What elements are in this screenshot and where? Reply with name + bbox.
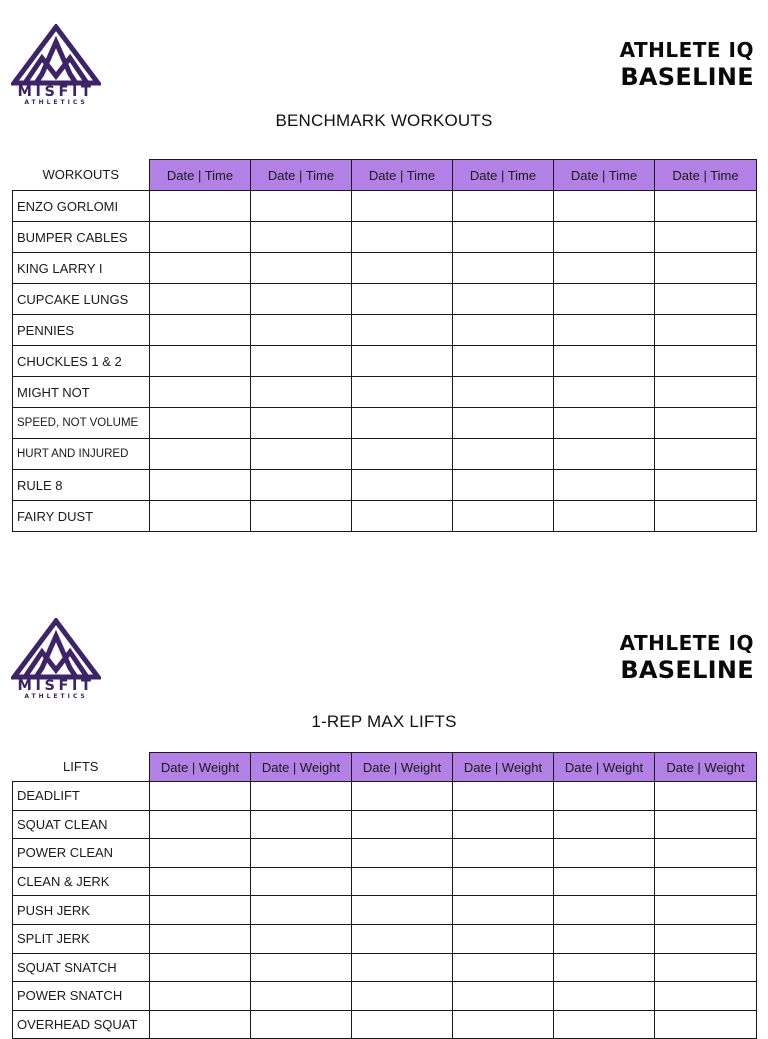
row-label: PENNIES xyxy=(13,315,150,346)
row-label: HURT AND INJURED xyxy=(13,439,150,470)
row-label: SQUAT CLEAN xyxy=(13,810,150,839)
entry-cell[interactable] xyxy=(554,377,655,408)
entry-cell[interactable] xyxy=(251,782,352,811)
table-row xyxy=(13,839,757,868)
entry-cell[interactable] xyxy=(453,953,554,982)
misfit-logo xyxy=(11,618,101,703)
title-line-2: BASELINE xyxy=(620,63,754,91)
entry-cell[interactable] xyxy=(453,782,554,811)
row-label: FAIRY DUST xyxy=(13,501,150,532)
row-label: BUMPER CABLES xyxy=(13,222,150,253)
row-label: POWER SNATCH xyxy=(13,982,150,1011)
column-header-date-time: Date | Time xyxy=(352,160,453,191)
entry-cell[interactable] xyxy=(150,222,251,253)
brand-name: MISFIT xyxy=(17,678,95,694)
entry-cell[interactable] xyxy=(352,377,453,408)
entry-cell[interactable] xyxy=(453,408,554,439)
row-label: SPEED, NOT VOLUME xyxy=(13,408,150,439)
entry-cell[interactable] xyxy=(554,982,655,1011)
title-line-2: BASELINE xyxy=(620,656,754,684)
table-row xyxy=(13,408,757,439)
entry-cell[interactable] xyxy=(655,470,757,501)
entry-cell[interactable] xyxy=(453,982,554,1011)
entry-cell[interactable] xyxy=(150,253,251,284)
entry-cell[interactable] xyxy=(554,470,655,501)
row-label: SPLIT JERK xyxy=(13,924,150,953)
entry-cell[interactable] xyxy=(352,222,453,253)
entry-cell[interactable] xyxy=(251,284,352,315)
table-row xyxy=(13,1010,757,1039)
entry-cell[interactable] xyxy=(453,1010,554,1039)
entry-cell[interactable] xyxy=(150,953,251,982)
entry-cell[interactable] xyxy=(251,470,352,501)
entry-cell[interactable] xyxy=(352,953,453,982)
row-label: CHUCKLES 1 & 2 xyxy=(13,346,150,377)
entry-cell[interactable] xyxy=(150,470,251,501)
entry-cell[interactable] xyxy=(150,1010,251,1039)
entry-cell[interactable] xyxy=(453,315,554,346)
lifts-section xyxy=(0,560,768,1033)
entry-cell[interactable] xyxy=(150,439,251,470)
column-header-date-weight: Date | Weight xyxy=(655,753,757,782)
column-header-date-weight: Date | Weight xyxy=(150,753,251,782)
mountain-logo-icon xyxy=(11,24,101,86)
entry-cell[interactable] xyxy=(655,501,757,532)
entry-cell[interactable] xyxy=(655,953,757,982)
title-line-1: ATHLETE IQ xyxy=(619,38,754,62)
entry-cell[interactable] xyxy=(251,439,352,470)
row-label: MIGHT NOT xyxy=(13,377,150,408)
lifts-table xyxy=(12,752,757,1039)
row-label: CLEAN & JERK xyxy=(13,867,150,896)
column-header-date-time: Date | Time xyxy=(655,160,757,191)
column-header-date-time: Date | Time xyxy=(150,160,251,191)
entry-cell[interactable] xyxy=(251,982,352,1011)
row-label: SQUAT SNATCH xyxy=(13,953,150,982)
entry-cell[interactable] xyxy=(453,253,554,284)
entry-cell[interactable] xyxy=(352,501,453,532)
entry-cell[interactable] xyxy=(554,284,655,315)
entry-cell[interactable] xyxy=(655,253,757,284)
entry-cell[interactable] xyxy=(352,284,453,315)
entry-cell[interactable] xyxy=(453,896,554,925)
table-row xyxy=(13,377,757,408)
table-row xyxy=(13,782,757,811)
entry-cell[interactable] xyxy=(655,191,757,222)
entry-cell[interactable] xyxy=(554,782,655,811)
entry-cell[interactable] xyxy=(352,315,453,346)
entry-cell[interactable] xyxy=(251,253,352,284)
title-line-1: ATHLETE IQ xyxy=(619,631,754,655)
entry-cell[interactable] xyxy=(150,924,251,953)
entry-cell[interactable] xyxy=(453,346,554,377)
table-row xyxy=(13,810,757,839)
entry-cell[interactable] xyxy=(453,222,554,253)
entry-cell[interactable] xyxy=(655,896,757,925)
table-row xyxy=(13,896,757,925)
entry-cell[interactable] xyxy=(655,439,757,470)
entry-cell[interactable] xyxy=(655,839,757,868)
table-row xyxy=(13,222,757,253)
entry-cell[interactable] xyxy=(453,810,554,839)
entry-cell[interactable] xyxy=(251,810,352,839)
entry-cell[interactable] xyxy=(655,408,757,439)
entry-cell[interactable] xyxy=(251,1010,352,1039)
entry-cell[interactable] xyxy=(554,191,655,222)
entry-cell[interactable] xyxy=(150,896,251,925)
entry-cell[interactable] xyxy=(251,953,352,982)
entry-cell[interactable] xyxy=(251,896,352,925)
entry-cell[interactable] xyxy=(655,810,757,839)
entry-cell[interactable] xyxy=(150,408,251,439)
entry-cell[interactable] xyxy=(352,439,453,470)
entry-cell[interactable] xyxy=(655,782,757,811)
entry-cell[interactable] xyxy=(655,377,757,408)
entry-cell[interactable] xyxy=(554,839,655,868)
table-row xyxy=(13,867,757,896)
entry-cell[interactable] xyxy=(554,439,655,470)
entry-cell[interactable] xyxy=(352,839,453,868)
section-heading: BENCHMARK WORKOUTS xyxy=(275,111,493,130)
row-label: PUSH JERK xyxy=(13,896,150,925)
entry-cell[interactable] xyxy=(352,1010,453,1039)
table-row xyxy=(13,470,757,501)
entry-cell[interactable] xyxy=(655,222,757,253)
entry-cell[interactable] xyxy=(655,315,757,346)
entry-cell[interactable] xyxy=(150,377,251,408)
section-heading: 1-REP MAX LIFTS xyxy=(311,712,457,731)
entry-cell[interactable] xyxy=(352,896,453,925)
column-header-date-weight: Date | Weight xyxy=(251,753,352,782)
entry-cell[interactable] xyxy=(251,315,352,346)
entry-cell[interactable] xyxy=(655,1010,757,1039)
row-label: ENZO GORLOMI xyxy=(13,191,150,222)
column-header-lifts: LIFTS xyxy=(13,753,150,782)
entry-cell[interactable] xyxy=(352,924,453,953)
table-row xyxy=(13,924,757,953)
entry-cell[interactable] xyxy=(453,191,554,222)
column-header-workouts: WORKOUTS xyxy=(13,160,150,191)
entry-cell[interactable] xyxy=(453,439,554,470)
table-row xyxy=(13,284,757,315)
row-label: KING LARRY I xyxy=(13,253,150,284)
table-row xyxy=(13,315,757,346)
page-title xyxy=(620,633,754,682)
entry-cell[interactable] xyxy=(655,924,757,953)
entry-cell[interactable] xyxy=(251,839,352,868)
row-label: CUPCAKE LUNGS xyxy=(13,284,150,315)
entry-cell[interactable] xyxy=(655,982,757,1011)
entry-cell[interactable] xyxy=(453,839,554,868)
entry-cell[interactable] xyxy=(352,191,453,222)
entry-cell[interactable] xyxy=(150,191,251,222)
entry-cell[interactable] xyxy=(554,501,655,532)
entry-cell[interactable] xyxy=(554,867,655,896)
entry-cell[interactable] xyxy=(251,222,352,253)
entry-cell[interactable] xyxy=(453,377,554,408)
entry-cell[interactable] xyxy=(655,346,757,377)
entry-cell[interactable] xyxy=(150,782,251,811)
entry-cell[interactable] xyxy=(251,501,352,532)
benchmark-table xyxy=(12,159,757,532)
entry-cell[interactable] xyxy=(352,470,453,501)
entry-cell[interactable] xyxy=(453,470,554,501)
entry-cell[interactable] xyxy=(251,346,352,377)
entry-cell[interactable] xyxy=(453,924,554,953)
entry-cell[interactable] xyxy=(554,896,655,925)
column-header-date-weight: Date | Weight xyxy=(453,753,554,782)
entry-cell[interactable] xyxy=(554,346,655,377)
row-label: RULE 8 xyxy=(13,470,150,501)
column-header-date-weight: Date | Weight xyxy=(352,753,453,782)
entry-cell[interactable] xyxy=(453,501,554,532)
entry-cell[interactable] xyxy=(150,982,251,1011)
entry-cell[interactable] xyxy=(150,315,251,346)
entry-cell[interactable] xyxy=(352,867,453,896)
row-label: OVERHEAD SQUAT xyxy=(13,1010,150,1039)
entry-cell[interactable] xyxy=(453,284,554,315)
entry-cell[interactable] xyxy=(554,924,655,953)
entry-cell[interactable] xyxy=(352,346,453,377)
entry-cell[interactable] xyxy=(150,810,251,839)
table-row xyxy=(13,501,757,532)
entry-cell[interactable] xyxy=(150,839,251,868)
entry-cell[interactable] xyxy=(251,924,352,953)
entry-cell[interactable] xyxy=(251,377,352,408)
entry-cell[interactable] xyxy=(251,867,352,896)
entry-cell[interactable] xyxy=(352,408,453,439)
row-label: DEADLIFT xyxy=(13,782,150,811)
mountain-logo-icon xyxy=(11,618,101,680)
brand-name: MISFIT xyxy=(17,84,95,100)
column-header-date-time: Date | Time xyxy=(554,160,655,191)
entry-cell[interactable] xyxy=(150,284,251,315)
row-label: POWER CLEAN xyxy=(13,839,150,868)
entry-cell[interactable] xyxy=(453,867,554,896)
entry-cell[interactable] xyxy=(150,867,251,896)
entry-cell[interactable] xyxy=(554,1010,655,1039)
entry-cell[interactable] xyxy=(251,408,352,439)
entry-cell[interactable] xyxy=(655,867,757,896)
entry-cell[interactable] xyxy=(554,810,655,839)
column-header-date-time: Date | Time xyxy=(453,160,554,191)
table-row xyxy=(13,191,757,222)
entry-cell[interactable] xyxy=(655,284,757,315)
table-row xyxy=(13,346,757,377)
brand-tagline: ATHLETICS xyxy=(24,693,88,700)
entry-cell[interactable] xyxy=(554,315,655,346)
table-row xyxy=(13,439,757,470)
table-row xyxy=(13,982,757,1011)
entry-cell[interactable] xyxy=(352,253,453,284)
entry-cell[interactable] xyxy=(150,501,251,532)
table-row xyxy=(13,953,757,982)
column-header-date-time: Date | Time xyxy=(251,160,352,191)
brand-tagline: ATHLETICS xyxy=(24,99,88,106)
table-row xyxy=(13,253,757,284)
entry-cell[interactable] xyxy=(150,346,251,377)
misfit-logo xyxy=(11,24,101,109)
page-title xyxy=(620,40,754,89)
entry-cell[interactable] xyxy=(554,408,655,439)
column-header-date-weight: Date | Weight xyxy=(554,753,655,782)
entry-cell[interactable] xyxy=(352,782,453,811)
entry-cell[interactable] xyxy=(554,253,655,284)
entry-cell[interactable] xyxy=(554,953,655,982)
entry-cell[interactable] xyxy=(251,191,352,222)
entry-cell[interactable] xyxy=(352,982,453,1011)
entry-cell[interactable] xyxy=(554,222,655,253)
entry-cell[interactable] xyxy=(352,810,453,839)
